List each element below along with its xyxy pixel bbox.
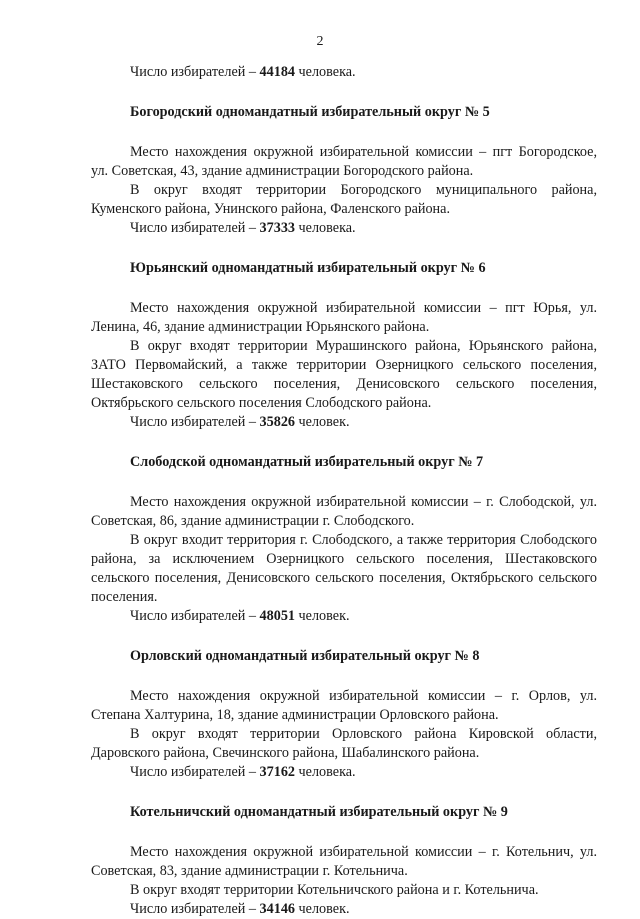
voters-unit: человек. — [295, 608, 350, 624]
voters-count: 48051 — [259, 608, 295, 624]
voters-count: 35826 — [259, 414, 295, 430]
district-7-section — [91, 453, 597, 626]
voters-label: Число избирателей – — [130, 608, 260, 624]
voters-count: 44184 — [259, 64, 295, 80]
voters-unit: человек. — [295, 901, 350, 917]
district-title: Юрьянский одномандатный избирательный округ № 6 — [130, 260, 486, 276]
district-voters-line — [91, 219, 597, 238]
district-territory: В округ входит территория г. Слободского, а также территория Слободского района, за исключением Озерницкого сельского поселения, Шестаковского сельского поселения, Денисовского сельского поселения, Октябрьского сельского поселения. — [91, 532, 597, 605]
district-location: Место нахождения окружной избирательной комиссии – г. Котельнич, ул. Советская, 83, здание администрации г. Котельнича. — [91, 844, 597, 879]
district-voters-line — [91, 763, 597, 782]
district-location: Место нахождения окружной избирательной комиссии – пгт Юрья, ул. Ленина, 46, здание администрации Юрьянского района. — [91, 300, 597, 335]
district-location: Место нахождения окружной избирательной комиссии – г. Слободской, ул. Советская, 86, здание администрации г. Слободского. — [91, 494, 597, 529]
voters-count: 37162 — [259, 764, 295, 780]
district-voters-line — [91, 900, 597, 919]
district-territory: В округ входят территории Котельничского района и г. Котельнича. — [130, 882, 539, 898]
voters-count: 37333 — [259, 220, 295, 236]
district-voters-line — [91, 413, 597, 432]
district-title: Орловский одномандатный избирательный округ № 8 — [130, 648, 480, 664]
voters-label: Число избирателей – — [130, 764, 260, 780]
voters-unit: человека. — [295, 220, 356, 236]
voters-unit: человека. — [295, 764, 356, 780]
district-territory: В округ входят территории Богородского муниципального района, Куменского района, Унинского района, Фаленского района. — [91, 182, 597, 217]
voters-label: Число избирателей – — [130, 64, 260, 80]
district-location: Место нахождения окружной избирательной комиссии – г. Орлов, ул. Степана Халтурина, 18, здание администрации Орловского района. — [91, 688, 597, 723]
district-territory: В округ входят территории Мурашинского района, Юрьянского района, ЗАТО Первомайский, а также территории Озерницкого сельского поселения, Шестаковского сельского поселения, Денисовского сельского поселения, Октябрьского сельского поселения Слободского района. — [91, 338, 597, 411]
district-territory: В округ входят территории Орловского района Кировской области, Даровского района, Свечинского района, Шабалинского района. — [91, 726, 597, 761]
page-number: 2 — [316, 34, 324, 49]
district-6-section — [91, 259, 597, 432]
intro-voters-line — [91, 63, 597, 82]
district-voters-line — [91, 607, 597, 626]
district-title: Богородский одномандатный избирательный округ № 5 — [130, 104, 490, 120]
document-body — [91, 63, 597, 919]
district-location: Место нахождения окружной избирательной комиссии – пгт Богородское, ул. Советская, 43, здание администрации Богородского района. — [91, 144, 597, 179]
voters-label: Число избирателей – — [130, 901, 260, 917]
district-8-section — [91, 647, 597, 782]
voters-count: 34146 — [259, 901, 295, 917]
voters-unit: человека. — [295, 64, 356, 80]
district-title: Слободской одномандатный избирательный округ № 7 — [130, 454, 484, 470]
district-9-section — [91, 803, 597, 919]
voters-label: Число избирателей – — [130, 414, 260, 430]
voters-label: Число избирателей – — [130, 220, 260, 236]
district-title: Котельничский одномандатный избирательный округ № 9 — [130, 804, 508, 820]
voters-unit: человек. — [295, 414, 350, 430]
district-5-section — [91, 103, 597, 238]
